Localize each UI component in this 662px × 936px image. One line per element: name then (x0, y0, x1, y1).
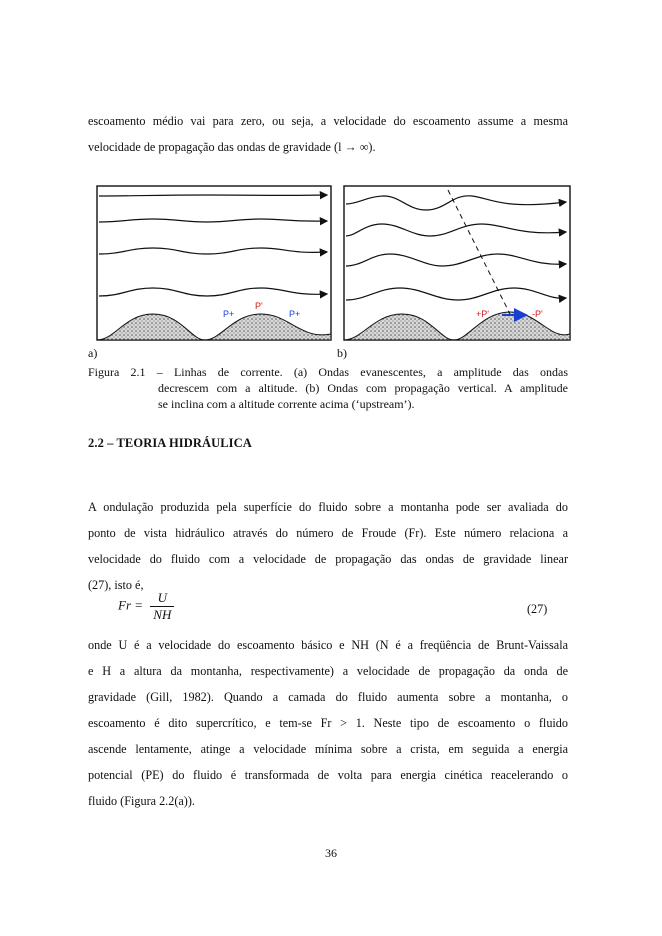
panel-b-marker-right: -P' (532, 309, 543, 319)
caption-line-1: Figura 2.1 – Linhas de corrente. (a) Ondas evanescentes, a amplitude das ondas (88, 365, 568, 379)
p1-line-2: ponto de vista hidráulico através do número de Froude (Fr). Este número relaciona a (88, 526, 568, 540)
p2-line-1: onde U é a velocidade do escoamento básico e NH (N é a freqüência de Brunt-Vaissala (88, 638, 568, 652)
intro-line-1: escoamento médio vai para zero, ou seja, a velocidade do escoamento assume a mesma (88, 114, 568, 128)
p2-line-5: ascende lentamente, atinge a velocidade mínima sobre a crista, em seguida a energia (88, 742, 568, 756)
equation-fraction (150, 590, 174, 623)
equation-numerator: U (150, 590, 174, 607)
panel-b-label: b) (337, 346, 347, 360)
equation-number: (27) (527, 602, 548, 616)
panel-b-streamline-3 (346, 224, 566, 236)
figure-caption (88, 364, 568, 412)
p1-line-4: (27), isto é, (88, 578, 144, 592)
figure-panel-b (342, 182, 574, 344)
panel-a-marker-left: P+ (223, 309, 235, 319)
panel-b-marker-left: +P' (476, 309, 489, 319)
panel-a-streamline-4 (99, 195, 327, 196)
equation-denominator: NH (153, 607, 172, 622)
p1-line-1: A ondulação produzida pela superfície do fluido sobre a montanha pode ser avaliada do (88, 500, 568, 514)
panel-b-streamline-4 (346, 196, 566, 210)
panel-a-marker-mid: P' (255, 301, 263, 311)
section-heading: 2.2 – TEORIA HIDRÁULICA (88, 436, 252, 450)
paragraph-2 (88, 632, 568, 814)
equation-lhs: Fr = (118, 597, 144, 613)
p2-line-6: potencial (PE) do fluido é transformada de volta para energia cinética reacelerando o (88, 768, 568, 782)
panel-a-marker-right: P+ (289, 309, 301, 319)
panel-a-streamline-1 (99, 288, 327, 296)
panel-b-streamline-2 (346, 254, 566, 266)
caption-line-2: decrescem com a altitude. (b) Ondas com propagação vertical. A amplitude (158, 381, 568, 395)
equation-27 (118, 590, 174, 623)
panel-a-label: a) (88, 346, 98, 360)
p2-line-3: gravidade (Gill, 1982). Quando a camada do fluido aumenta sobre a montanha, o (88, 690, 568, 704)
p2-line-2: e H a altura da montanha, respectivamente) a velocidade de propagação da onda de (88, 664, 568, 678)
panel-b-phase-line (448, 190, 510, 314)
figure-panel-a (95, 182, 335, 342)
p1-line-3: velocidade do fluido com a velocidade de propagação das ondas de gravidade linear (88, 552, 568, 566)
intro-line-2: velocidade de propagação das ondas de gravidade (l → ∞). (88, 140, 376, 154)
panel-a-streamline-2 (99, 248, 327, 254)
panel-a-streamline-3 (99, 219, 327, 222)
caption-line-3: se inclina com a altitude corrente acima (‘upstream’). (158, 397, 415, 411)
intro-paragraph (88, 108, 568, 160)
page-number: 36 (325, 846, 337, 860)
paragraph-1 (88, 494, 568, 598)
p2-line-7: fluido (Figura 2.2(a)). (88, 794, 195, 808)
p2-line-4: escoamento é dito supercrítico, e tem-se Fr > 1. Neste tipo de escoamento o fluido (88, 716, 568, 730)
panel-b-streamline-1 (346, 288, 566, 300)
